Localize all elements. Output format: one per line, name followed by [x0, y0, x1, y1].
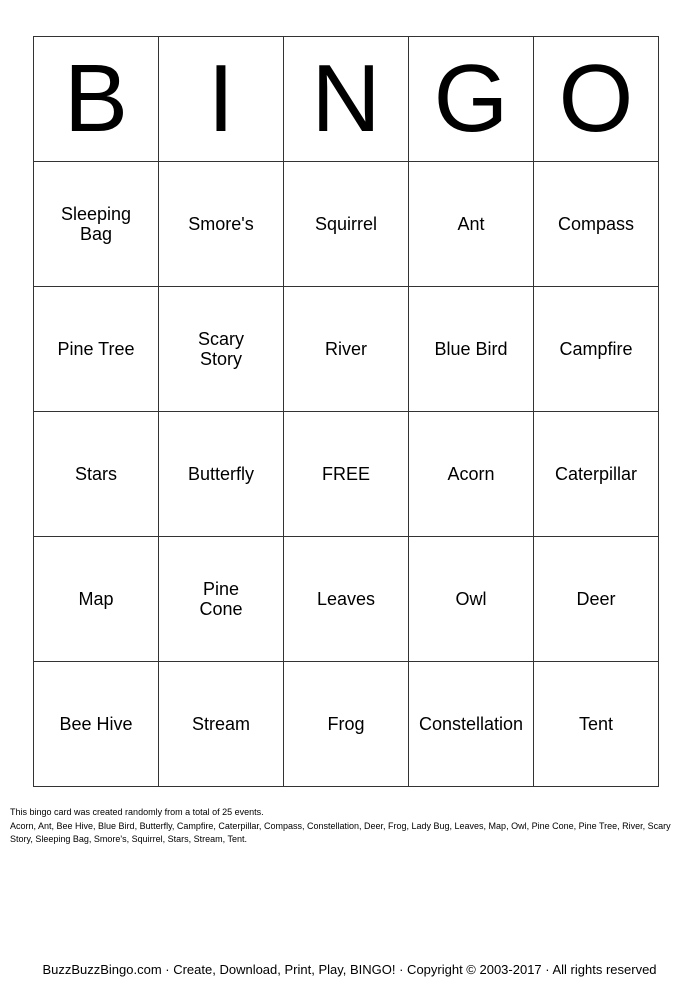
info-event-list: Acorn, Ant, Bee Hive, Blue Bird, Butterfly, Campfire, Caterpillar, Compass, Constellation, Deer, Frog, Lady Bug, Leaves, Map, Owl, Pine Cone, Pine Tree, River, Scary Story, Sleeping Bag, Smore's, Squirrel, Stars, Stream, Tent. [10, 820, 671, 844]
bingo-cell-text [188, 214, 253, 234]
bingo-cell-text [558, 214, 634, 234]
bingo-cell-text [192, 714, 250, 734]
bingo-cell-line: Cone [199, 599, 243, 619]
info-summary: This bingo card was created randomly from a total of 25 events. [10, 807, 264, 817]
bingo-cell-text [188, 464, 254, 484]
bingo-cell [534, 412, 659, 537]
bingo-cell [284, 537, 409, 662]
bingo-cell [409, 162, 534, 287]
bingo-cell-line: Ant [457, 214, 485, 234]
bingo-cell-line: Tent [578, 714, 614, 734]
bingo-cell-line: Pine [202, 579, 240, 599]
bingo-cell-line: Bee Hive [59, 714, 133, 734]
bingo-cell-text [447, 464, 494, 484]
bingo-cell-text [327, 714, 364, 734]
bingo-cell-line: Compass [557, 214, 635, 234]
header-letter-n: N [284, 37, 409, 162]
bingo-cell-text [419, 714, 523, 734]
bingo-row [34, 662, 659, 787]
bingo-cell-line: Frog [327, 714, 365, 734]
bingo-cell-line: Pine Tree [57, 339, 135, 359]
bingo-cell-text [434, 339, 507, 359]
bingo-cell [284, 162, 409, 287]
bingo-cell [534, 162, 659, 287]
bingo-cell [409, 287, 534, 412]
bingo-cell-line: Leaves [316, 589, 376, 609]
bingo-cell-text [576, 589, 615, 609]
bingo-cell-line: Caterpillar [554, 464, 638, 484]
header-letter-b: B [34, 37, 159, 162]
bingo-cell-line: Butterfly [187, 464, 255, 484]
bingo-cell-text [322, 464, 370, 484]
bingo-row [34, 162, 659, 287]
bingo-cell-text [78, 589, 113, 609]
bingo-row [34, 412, 659, 537]
header-letter-g: G [409, 37, 534, 162]
bingo-cell-line: Bag [79, 224, 113, 244]
bingo-card [33, 36, 659, 787]
bingo-cell-text [61, 204, 131, 244]
bingo-cell [409, 662, 534, 787]
bingo-header-row [34, 37, 659, 162]
bingo-cell-text [579, 714, 613, 734]
bingo-cell-text [559, 339, 632, 359]
bingo-row [34, 287, 659, 412]
bingo-cell-line: Blue Bird [434, 339, 508, 359]
bingo-cell-line: Scary [197, 329, 244, 349]
header-letter-i: I [159, 37, 284, 162]
bingo-cell [159, 537, 284, 662]
bingo-cell-line: FREE [321, 464, 370, 484]
bingo-cell-text [456, 589, 487, 609]
bingo-cell-line: Campfire [559, 339, 633, 359]
bingo-cell [284, 412, 409, 537]
bingo-cell [159, 662, 284, 787]
bingo-cell [34, 537, 159, 662]
bingo-cell [534, 662, 659, 787]
card-info [10, 806, 685, 847]
bingo-row [34, 537, 659, 662]
bingo-cell [34, 162, 159, 287]
bingo-cell [159, 162, 284, 287]
bingo-cell-text [555, 464, 637, 484]
bingo-cell [409, 537, 534, 662]
bingo-cell-line: Acorn [447, 464, 495, 484]
bingo-cell [534, 287, 659, 412]
bingo-cell-line: Story [199, 349, 242, 369]
bingo-cell-line: Smore's [188, 214, 254, 234]
bingo-cell-text [317, 589, 375, 609]
bingo-cell-line: Deer [576, 589, 616, 609]
bingo-cell-text [199, 579, 242, 619]
header-letter-o: O [534, 37, 659, 162]
bingo-cell-line: Map [78, 589, 114, 609]
bingo-cell-text [457, 214, 484, 234]
bingo-cell-text [59, 714, 132, 734]
bingo-cell-text [325, 339, 367, 359]
bingo-cell-line: Squirrel [314, 214, 378, 234]
bingo-cell [34, 662, 159, 787]
bingo-cell-text [75, 464, 117, 484]
bingo-cell-line: River [324, 339, 367, 359]
bingo-cell [34, 412, 159, 537]
bingo-cell-line: Stars [74, 464, 117, 484]
bingo-cell-line: Sleeping [60, 204, 132, 224]
bingo-cell-line: Stream [191, 714, 251, 734]
bingo-cell-text [198, 329, 244, 369]
bingo-cell-line: Owl [455, 589, 487, 609]
bingo-cell-text [315, 214, 377, 234]
bingo-cell [34, 287, 159, 412]
page-footer: BuzzBuzzBingo.com · Create, Download, Print, Play, BINGO! · Copyright © 2003-2017 · All rights reserved [42, 962, 657, 977]
bingo-cell [284, 287, 409, 412]
bingo-cell [159, 412, 284, 537]
bingo-cell [409, 412, 534, 537]
bingo-cell [159, 287, 284, 412]
bingo-cell-text [57, 339, 134, 359]
bingo-cell [534, 537, 659, 662]
bingo-cell [284, 662, 409, 787]
bingo-cell-line: Constellation [418, 714, 524, 734]
